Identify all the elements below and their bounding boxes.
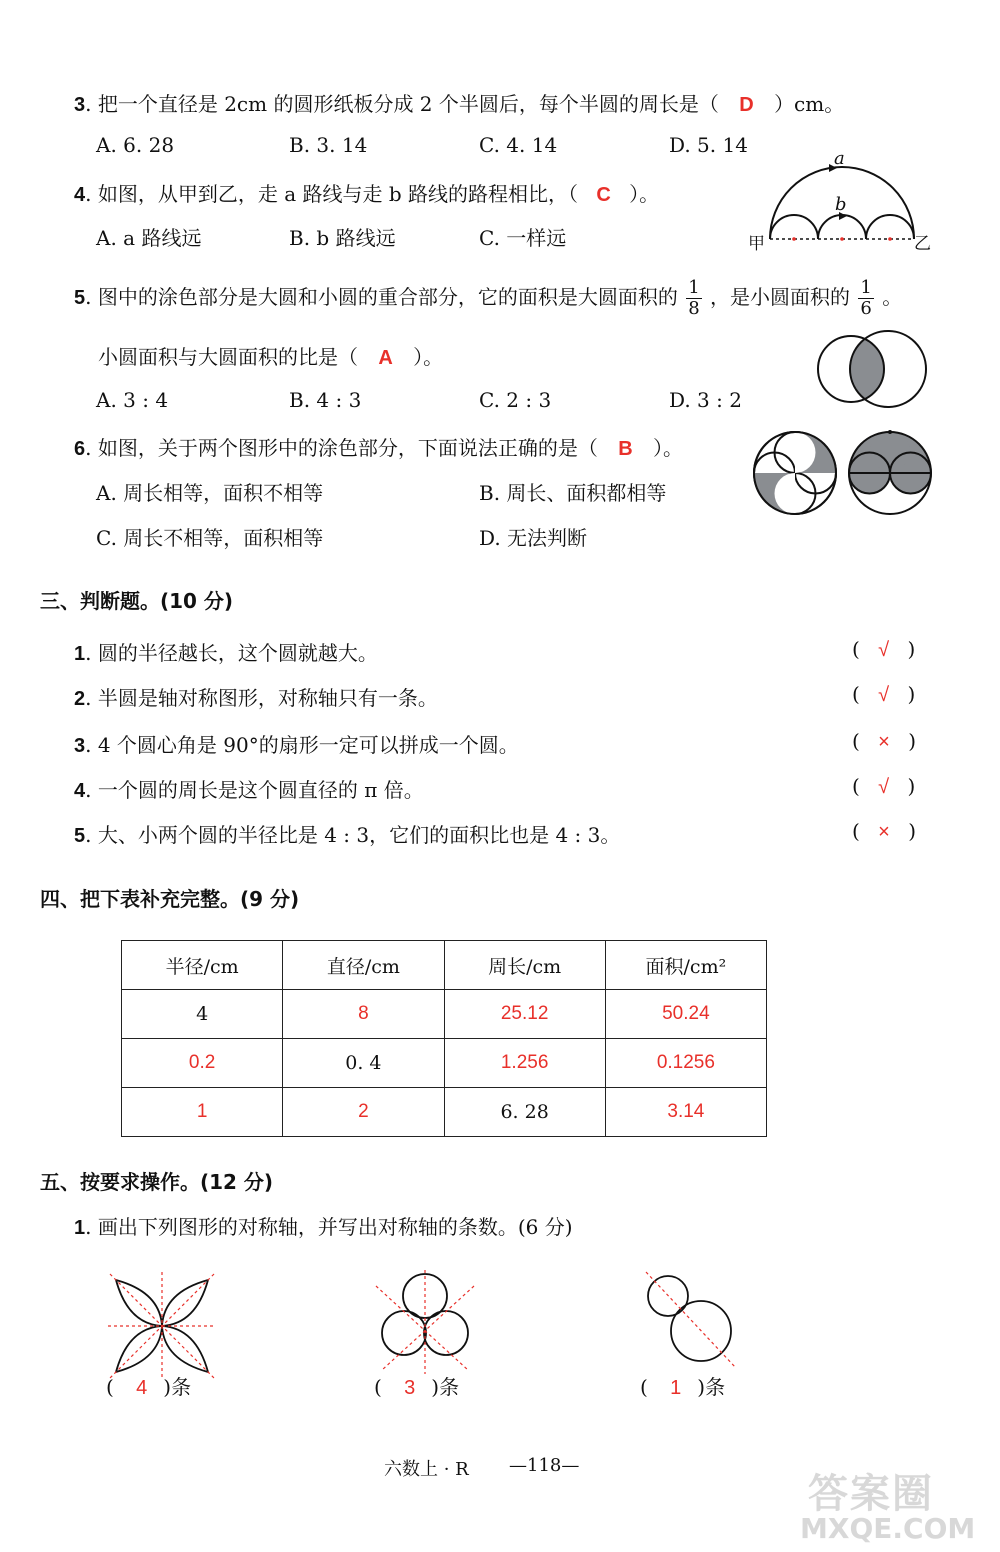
table-row: [122, 990, 767, 1039]
footer-label: 六数上 · R: [384, 1459, 469, 1480]
q6-figure-left: [752, 430, 842, 520]
table-row: [122, 1039, 767, 1088]
page-number: —118—: [509, 1455, 580, 1476]
q6-option-d: D. 无法判断: [479, 526, 588, 550]
table-cell: 1.256: [444, 1039, 605, 1088]
judge-item-3: 3. 4 个圆心角是 90°的扇形一定可以拼成一个圆。: [74, 733, 519, 757]
q3-option-b: B. 3. 14: [289, 133, 368, 157]
q3-option-a: A. 6. 28: [96, 133, 175, 157]
watermark-url: MXQE.COM: [800, 1512, 976, 1545]
q4-label-start: 甲: [748, 234, 765, 254]
header-radius: 半径/cm: [122, 941, 283, 990]
q6-option-c: C. 周长不相等，面积相等: [96, 526, 324, 550]
q5-line2: 小圆面积与大圆面积的比是（ A ）。: [98, 345, 444, 369]
q6-answer: B: [618, 438, 633, 460]
q4-label-a: a: [834, 148, 845, 169]
q5-option-a: A. 3 : 4: [96, 388, 169, 412]
judge-mark-5: ( × ): [852, 819, 917, 843]
table-cell: 6. 28: [444, 1088, 605, 1137]
q4-option-c: C. 一样远: [479, 226, 567, 250]
q4-answer: C: [596, 184, 611, 206]
q5-stem: 5. 图中的涂色部分是大圆和小圆的重合部分，它的面积是大圆面积的 $\frac{1}{8}$ ，是小圆面积的 $\frac{1}{6}$ 。: [74, 277, 903, 319]
two-circles-figure: [640, 1270, 770, 1382]
q4-option-a: A. a 路线远: [96, 226, 202, 250]
q4-label-end: 乙: [914, 234, 931, 254]
three-circles-figure: [370, 1270, 480, 1382]
q3-option-c: C. 4. 14: [479, 133, 558, 157]
q5-answer: A: [378, 347, 393, 369]
answer-two-circles: ( 1 )条: [640, 1375, 726, 1399]
flower-figure: [108, 1272, 218, 1382]
table-cell: 4: [122, 990, 283, 1039]
section5-title: 五、按要求操作。(12 分): [40, 1170, 274, 1194]
judge-item-5: 5. 大、小两个圆的半径比是 4 : 3，它们的面积比也是 4 : 3。: [74, 823, 621, 847]
answer-three-circles: ( 3 )条: [374, 1375, 460, 1399]
table-cell: 3.14: [605, 1088, 766, 1137]
q5-overlap-circles: [815, 330, 935, 410]
q6-stem: 6. 如图，关于两个图形中的涂色部分，下面说法正确的是（ B ）。: [74, 436, 684, 460]
watermark-logo: 答案圈: [808, 1471, 934, 1517]
judge-mark-1: ( √ ): [852, 637, 916, 661]
table-row: [122, 1088, 767, 1137]
q3-option-d: D. 5. 14: [669, 133, 748, 157]
q6-option-a: A. 周长相等，面积不相等: [96, 481, 324, 505]
judge-item-2: 2. 半圆是轴对称图形，对称轴只有一条。: [74, 686, 438, 710]
judge-mark-2: ( √ ): [852, 682, 916, 706]
table-cell: 1: [122, 1088, 283, 1137]
section5-q1: 1. 画出下列图形的对称轴，并写出对称轴的条数。(6 分): [74, 1215, 573, 1239]
table-cell: 2: [283, 1088, 444, 1137]
q4-option-b: B. b 路线远: [289, 226, 396, 250]
section4-title: 四、把下表补充完整。(9 分): [40, 887, 300, 911]
table-cell: 50.24: [605, 990, 766, 1039]
q5-option-d: D. 3 : 2: [669, 388, 742, 412]
header-circumference: 周长/cm: [444, 941, 605, 990]
table-cell: 8: [283, 990, 444, 1039]
q4-label-b: b: [835, 194, 847, 215]
header-area: 面积/cm²: [605, 941, 766, 990]
path-b-arcs: [770, 215, 914, 239]
q5-option-b: B. 4 : 3: [289, 388, 362, 412]
q6-option-b: B. 周长、面积都相等: [479, 481, 667, 505]
table-header-row: [122, 941, 767, 990]
judge-item-1: 1. 圆的半径越长，这个圆就越大。: [74, 641, 378, 665]
q5-option-c: C. 2 : 3: [479, 388, 552, 412]
fraction-one-sixth: $\frac{1}{6}$: [860, 277, 872, 319]
answer-flower: ( 4 )条: [106, 1375, 192, 1399]
table-cell: 0. 4: [283, 1039, 444, 1088]
table-cell: 25.12: [444, 990, 605, 1039]
judge-mark-4: ( √ ): [852, 774, 916, 798]
q6-figure-right: [847, 430, 937, 520]
q3-stem: 3. 把一个直径是 2cm 的圆形纸板分成 2 个半圆后，每个半圆的周长是（ D ）cm。: [74, 92, 845, 116]
q3-answer: D: [739, 94, 754, 116]
judge-item-4: 4. 一个圆的周长是这个圆直径的 π 倍。: [74, 778, 424, 802]
section3-title: 三、判断题。(10 分): [40, 589, 234, 613]
header-diameter: 直径/cm: [283, 941, 444, 990]
table-cell: 0.2: [122, 1039, 283, 1088]
circle-table: [121, 940, 767, 1137]
judge-mark-3: ( × ): [852, 729, 917, 753]
fraction-one-eighth: $\frac{1}{8}$: [688, 277, 700, 319]
table-cell: 0.1256: [605, 1039, 766, 1088]
q4-stem: 4. 如图，从甲到乙，走 a 路线与走 b 路线的路程相比，（ C ）。: [74, 182, 660, 206]
